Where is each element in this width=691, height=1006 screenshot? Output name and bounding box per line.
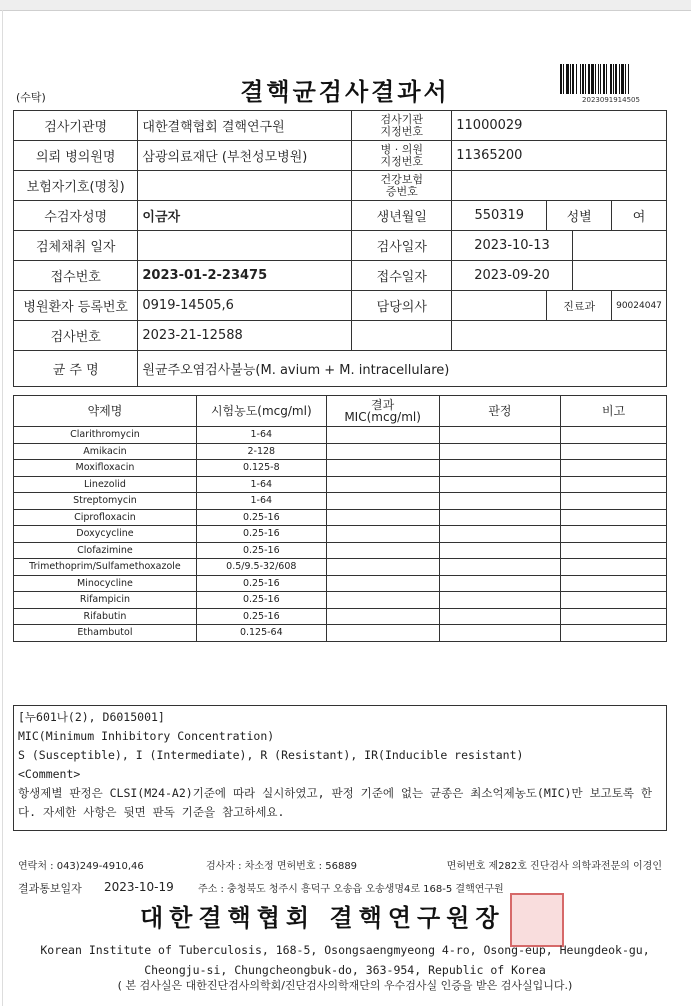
test-date-value: 2023-10-13 bbox=[452, 231, 573, 261]
drug-name: Amikacin bbox=[14, 443, 197, 460]
birth-label: 생년월일 bbox=[352, 201, 452, 231]
hospital-code-label: 병 · 의원 지정번호 bbox=[352, 141, 452, 171]
institution-code-value: 11000029 bbox=[452, 111, 667, 141]
insurance-value bbox=[138, 171, 352, 201]
drug-range: 0.125-64 bbox=[196, 625, 326, 642]
examiner-info: 검사자 : 차소정 면허번호 : 56889 bbox=[206, 861, 358, 872]
drug-range: 0.25-16 bbox=[196, 509, 326, 526]
collection-label: 검체채취 일자 bbox=[14, 231, 138, 261]
sex-value: 여 bbox=[612, 201, 667, 231]
mic-value bbox=[326, 575, 439, 592]
drug-range: 0.25-16 bbox=[196, 526, 326, 543]
reg-no-value: 0919-14505,6 bbox=[138, 291, 352, 321]
remarks bbox=[561, 443, 667, 460]
page-title: 결핵균검사결과서 bbox=[240, 77, 450, 106]
interpretation bbox=[439, 460, 561, 477]
health-cert-value bbox=[452, 171, 667, 201]
receipt-no-value: 2023-01-2-23475 bbox=[138, 261, 352, 291]
mic-header-result: 결과 MIC(mcg/ml) bbox=[326, 396, 439, 427]
drug-name: Doxycycline bbox=[14, 526, 197, 543]
mic-value bbox=[326, 427, 439, 444]
institution-value: 대한결핵협회 결핵연구원 bbox=[138, 111, 352, 141]
table-row bbox=[14, 443, 667, 460]
drug-range: 1-64 bbox=[196, 427, 326, 444]
remarks bbox=[561, 493, 667, 510]
health-cert-label: 건강보험 증번호 bbox=[352, 171, 452, 201]
organization-name: 대한결핵협회 결핵연구원장 bbox=[140, 903, 505, 932]
interpretation bbox=[439, 427, 561, 444]
mic-value bbox=[326, 526, 439, 543]
table-row bbox=[14, 625, 667, 642]
drug-name: Ciprofloxacin bbox=[14, 509, 197, 526]
drug-range: 0.25-16 bbox=[196, 608, 326, 625]
drug-range: 0.125-8 bbox=[196, 460, 326, 477]
interpretation bbox=[439, 476, 561, 493]
barcode-image bbox=[560, 64, 662, 94]
mic-value bbox=[326, 542, 439, 559]
reg-no-label: 병원환자 등록번호 bbox=[14, 291, 138, 321]
mic-value bbox=[326, 443, 439, 460]
receipt-date-blank bbox=[572, 261, 666, 291]
remarks bbox=[561, 476, 667, 493]
drug-name: Clofazimine bbox=[14, 542, 197, 559]
mic-value bbox=[326, 476, 439, 493]
doctor-label: 담당의사 bbox=[352, 291, 452, 321]
interpretation bbox=[439, 443, 561, 460]
table-row bbox=[14, 542, 667, 559]
table-row bbox=[14, 509, 667, 526]
interpretation bbox=[439, 625, 561, 642]
test-no-label: 검사번호 bbox=[14, 321, 138, 351]
drug-range: 1-64 bbox=[196, 493, 326, 510]
interpretation bbox=[439, 608, 561, 625]
patient-name-label: 수검자성명 bbox=[14, 201, 138, 231]
drug-range: 1-64 bbox=[196, 476, 326, 493]
note-interpretation-legend: S (Susceptible), I (Intermediate), R (Resistant), IR(Inducible resistant) bbox=[18, 748, 524, 762]
mic-value bbox=[326, 625, 439, 642]
table-row bbox=[14, 427, 667, 444]
drug-name: Rifabutin bbox=[14, 608, 197, 625]
dept-label: 진료과 bbox=[547, 291, 612, 321]
drug-range: 2-128 bbox=[196, 443, 326, 460]
mic-header-drug: 약제명 bbox=[14, 396, 197, 427]
mic-value bbox=[326, 592, 439, 609]
strain-value: 원균주오염검사불능(M. avium + M. intracellulare) bbox=[138, 351, 667, 387]
hospital-label: 의뢰 병의원명 bbox=[14, 141, 138, 171]
table-row bbox=[14, 608, 667, 625]
mic-value bbox=[326, 493, 439, 510]
drug-range: 0.25-16 bbox=[196, 592, 326, 609]
interpretation bbox=[439, 542, 561, 559]
remarks bbox=[561, 427, 667, 444]
drug-range: 0.5/9.5-32/608 bbox=[196, 559, 326, 576]
hospital-value: 삼광의료재단 (부천성모병원) bbox=[138, 141, 352, 171]
remarks bbox=[561, 608, 667, 625]
note-mic-definition: MIC(Minimum Inhibitory Concentration) bbox=[18, 729, 275, 743]
address-kr: 주소 : 충청북도 청주시 흥덕구 오송읍 오송생명4로 168-5 결핵연구원 bbox=[198, 884, 504, 895]
interpretation bbox=[439, 509, 561, 526]
table-row bbox=[14, 575, 667, 592]
test-no-blank-2 bbox=[452, 321, 667, 351]
remarks bbox=[561, 460, 667, 477]
drug-name: Minocycline bbox=[14, 575, 197, 592]
doctor-value bbox=[452, 291, 547, 321]
table-row bbox=[14, 493, 667, 510]
interpretation bbox=[439, 493, 561, 510]
table-row bbox=[14, 559, 667, 576]
remarks bbox=[561, 592, 667, 609]
drug-name: Trimethoprim/Sulfamethoxazole bbox=[14, 559, 197, 576]
mic-header-remarks: 비고 bbox=[561, 396, 667, 427]
drug-name: Streptomycin bbox=[14, 493, 197, 510]
drug-name: Ethambutol bbox=[14, 625, 197, 642]
remarks bbox=[561, 526, 667, 543]
dept-value: 90024047 bbox=[612, 291, 667, 321]
interpretation bbox=[439, 575, 561, 592]
remarks bbox=[561, 509, 667, 526]
test-date-label: 검사일자 bbox=[352, 231, 452, 261]
remarks bbox=[561, 542, 667, 559]
remarks bbox=[561, 625, 667, 642]
page-edge bbox=[2, 10, 3, 1006]
patient-info-table bbox=[13, 110, 667, 387]
note-comment-text: 항생제별 판정은 CLSI(M24-A2)기준에 따라 실시하였고, 판정 기준에 없는 균종은 최소억제농도(MIC)만 보고토록 한다. 자세한 사항은 뒷면 판독 기준을 참고하세요. bbox=[18, 786, 653, 819]
drug-name: Moxifloxacin bbox=[14, 460, 197, 477]
test-date-blank bbox=[572, 231, 666, 261]
sex-label: 성별 bbox=[547, 201, 612, 231]
specialist-info: 면허번호 제282호 진단검사 의학과전문의 이경인 bbox=[446, 861, 662, 872]
drug-range: 0.25-16 bbox=[196, 575, 326, 592]
mic-header-interpretation: 판정 bbox=[439, 396, 561, 427]
mic-header-range: 시험농도(mcg/ml) bbox=[196, 396, 326, 427]
table-row bbox=[14, 592, 667, 609]
interpretation bbox=[439, 592, 561, 609]
mic-table bbox=[13, 395, 667, 642]
report-date-label: 결과통보일자 bbox=[18, 882, 82, 895]
drug-name: Clarithromycin bbox=[14, 427, 197, 444]
strain-label: 균 주 명 bbox=[14, 351, 138, 387]
table-row bbox=[14, 526, 667, 543]
institution-code-label: 검사기관 지정번호 bbox=[352, 111, 452, 141]
patient-name-value: 이금자 bbox=[138, 201, 352, 231]
mic-value bbox=[326, 509, 439, 526]
mic-value bbox=[326, 559, 439, 576]
remarks bbox=[561, 575, 667, 592]
note-comment-heading: <Comment> bbox=[18, 767, 81, 781]
address-en bbox=[20, 940, 670, 980]
note-code: [누601나(2), D6015001] bbox=[18, 710, 165, 724]
copy-label: (수탁) bbox=[16, 91, 46, 104]
interpretation bbox=[439, 559, 561, 576]
mic-value bbox=[326, 460, 439, 477]
receipt-no-label: 접수번호 bbox=[14, 261, 138, 291]
table-row bbox=[14, 460, 667, 477]
address-en-line-2: Cheongju-si, Chungcheongbuk-do, 363-954, Republic of Korea bbox=[144, 963, 546, 977]
drug-name: Linezolid bbox=[14, 476, 197, 493]
certification-note: ( 본 검사실은 대한진단검사의학회/진단검사의학재단의 우수검사실 인증을 받은 검사실입니다.) bbox=[117, 979, 573, 992]
test-no-blank-1 bbox=[352, 321, 452, 351]
window-top-bar bbox=[0, 0, 691, 11]
receipt-date-label: 접수일자 bbox=[352, 261, 452, 291]
notes-box bbox=[13, 705, 667, 831]
contact-info: 연락처 : 043)249-4910,46 bbox=[18, 861, 144, 872]
receipt-date-value: 2023-09-20 bbox=[452, 261, 573, 291]
test-no-value: 2023-21-12588 bbox=[138, 321, 352, 351]
drug-range: 0.25-16 bbox=[196, 542, 326, 559]
report-date-value: 2023-10-19 bbox=[104, 880, 174, 894]
remarks bbox=[561, 559, 667, 576]
insurance-label: 보험자기호(명칭) bbox=[14, 171, 138, 201]
collection-value bbox=[138, 231, 352, 261]
hospital-code-value: 11365200 bbox=[452, 141, 667, 171]
drug-name: Rifampicin bbox=[14, 592, 197, 609]
official-seal bbox=[510, 893, 564, 947]
birth-value: 550319 bbox=[452, 201, 547, 231]
institution-label: 검사기관명 bbox=[14, 111, 138, 141]
address-en-line-1: Korean Institute of Tuberculosis, 168-5, Osongsaengmyeong 4-ro, Osong-eup, Heungdeok-gu, bbox=[40, 943, 650, 957]
mic-value bbox=[326, 608, 439, 625]
barcode-number: 2023091914505 bbox=[582, 96, 640, 104]
interpretation bbox=[439, 526, 561, 543]
table-row bbox=[14, 476, 667, 493]
